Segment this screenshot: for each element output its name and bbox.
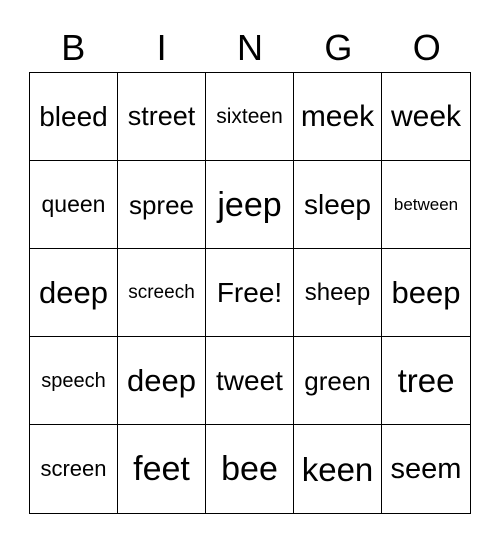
header-letter-i: I xyxy=(156,27,167,68)
bingo-cell[interactable]: seem xyxy=(390,452,462,485)
bingo-cell[interactable]: bee xyxy=(206,425,294,513)
bingo-cell[interactable]: sleep xyxy=(294,161,382,249)
bingo-cell[interactable]: feet xyxy=(118,425,206,513)
bingo-cell[interactable]: screen xyxy=(30,425,118,513)
bingo-cell[interactable]: queen xyxy=(30,161,118,249)
bingo-cell[interactable]: deep xyxy=(30,249,118,337)
bingo-cell[interactable]: street xyxy=(118,73,206,161)
bingo-board xyxy=(29,72,471,514)
header-letter-o: O xyxy=(412,27,441,68)
bingo-cell[interactable]: sheep xyxy=(294,249,382,337)
bingo-cell[interactable]: week xyxy=(382,73,470,161)
header-letter-b: B xyxy=(61,27,86,68)
bingo-cell[interactable]: spree xyxy=(118,161,206,249)
bingo-cell[interactable]: meek xyxy=(294,73,382,161)
bingo-cell[interactable]: deep xyxy=(118,337,206,425)
bingo-cell[interactable]: tweet xyxy=(206,337,294,425)
bingo-cell[interactable]: tree xyxy=(382,337,470,425)
bingo-cell[interactable]: screech xyxy=(118,249,206,337)
header-letter-g: G xyxy=(324,27,353,68)
bingo-cell-free[interactable]: Free! xyxy=(206,249,294,337)
bingo-cell[interactable]: green xyxy=(294,337,382,425)
bingo-cell[interactable]: jeep xyxy=(206,161,294,249)
bingo-cell[interactable]: between xyxy=(382,161,470,249)
bingo-header xyxy=(29,24,471,72)
bingo-cell[interactable]: speech xyxy=(30,337,118,425)
bingo-cell[interactable]: beep xyxy=(382,249,470,337)
bingo-cell[interactable]: keen xyxy=(294,425,382,513)
bingo-cell[interactable]: sixteen xyxy=(206,73,294,161)
bingo-cell[interactable]: bleed xyxy=(30,73,118,161)
header-letter-n: N xyxy=(236,27,263,68)
